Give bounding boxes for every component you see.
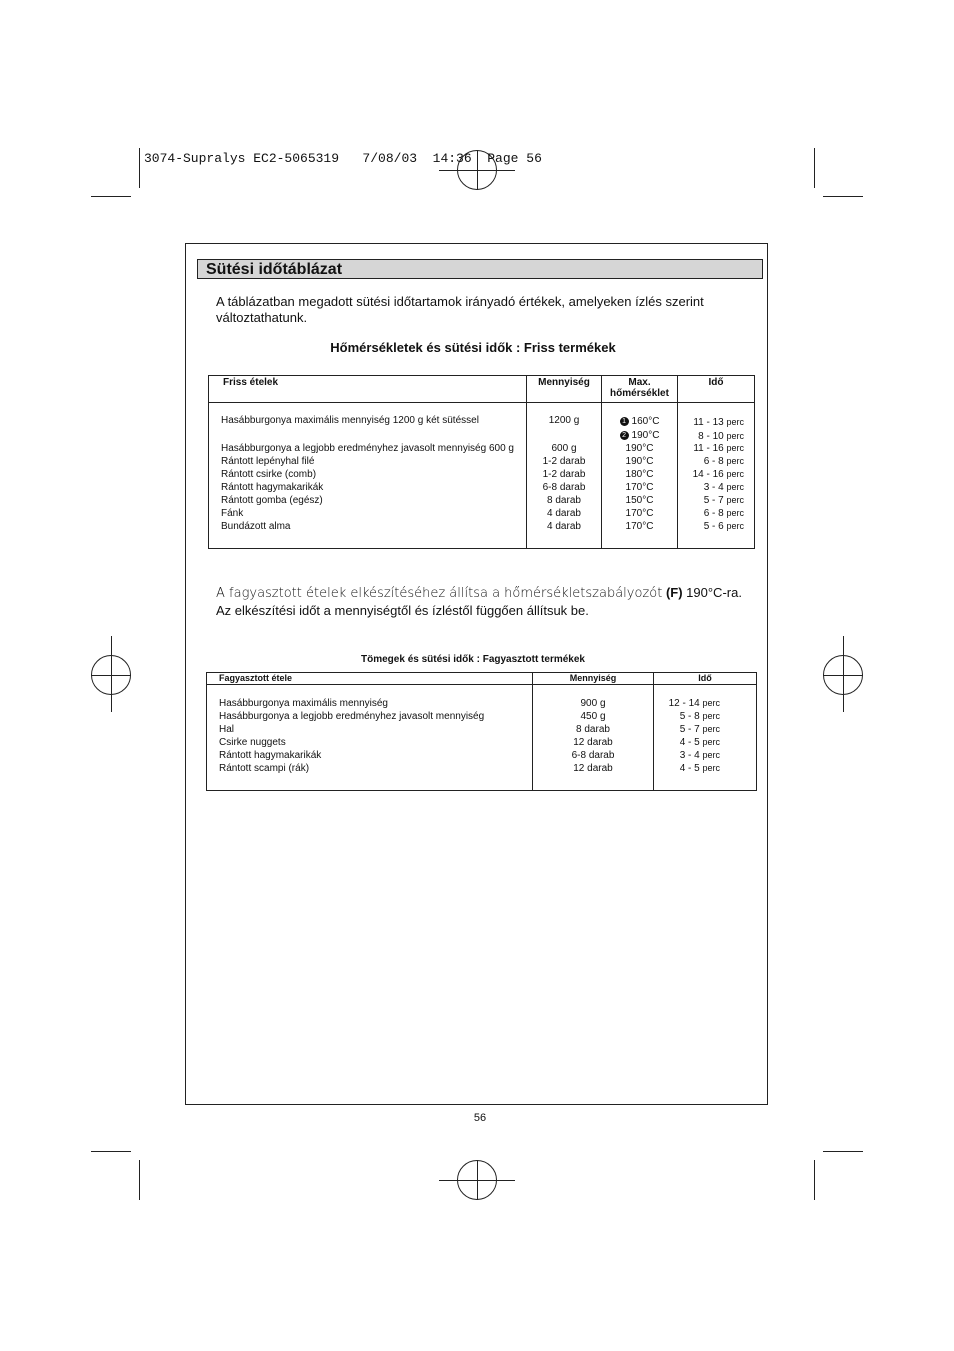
table-cell: 12 darab — [573, 737, 613, 748]
col-header-time: Idő — [654, 673, 757, 685]
col-header-qty: Mennyiség — [527, 376, 602, 403]
col-header-time: Idő — [678, 376, 755, 403]
step-two-icon: 2 — [620, 431, 629, 440]
table-cell: 8 - 10 perc — [698, 431, 744, 442]
table-header-row — [209, 376, 755, 403]
table-cell: 150°C — [625, 495, 654, 506]
qty-column — [533, 685, 654, 791]
table-cell: 180°C — [625, 469, 654, 480]
col-header-temp: Max. hőmérséklet — [602, 376, 678, 403]
table-cell: Csirke nuggets — [219, 737, 286, 748]
crop-mark — [823, 1151, 863, 1152]
table-cell: 190°C — [625, 456, 654, 467]
table-cell: 1-2 darab — [542, 456, 586, 467]
table-cell: Hasábburgonya a legjobb eredményhez javasolt mennyiség 600 g — [221, 443, 514, 454]
table-body — [209, 403, 755, 549]
table-cell: 4 - 5 perc — [679, 737, 720, 748]
food-column — [207, 685, 533, 791]
section-title-bar — [197, 259, 763, 279]
col-header-qty: Mennyiség — [533, 673, 654, 685]
crop-mark — [91, 1151, 131, 1152]
table-cell: Hasábburgonya maximális mennyiség 1200 g két sütéssel — [221, 415, 479, 426]
food-column — [209, 403, 527, 549]
registration-crosshair — [843, 636, 844, 712]
thermostat-setting-label: (F) — [665, 585, 683, 600]
fresh-table-heading: Hőmérsékletek és sütési idők : Friss termékek — [330, 340, 616, 355]
table-cell: 6 - 8 perc — [703, 508, 744, 519]
table-cell: Rántott scampi (rák) — [219, 763, 310, 774]
frozen-products-table — [206, 672, 757, 791]
table-cell: 4 darab — [547, 521, 581, 532]
table-cell: 5 - 7 perc — [679, 724, 720, 735]
qty-column — [527, 403, 602, 549]
table-cell: Rántott hagymakarikák — [221, 482, 324, 493]
col-header-food: Friss ételek — [209, 376, 527, 403]
table-cell: 3 - 4 perc — [703, 482, 744, 493]
crop-mark — [91, 196, 131, 197]
table-cell: 8 darab — [576, 724, 610, 735]
table-cell: 14 - 16 perc — [692, 469, 744, 480]
table-cell: 6-8 darab — [542, 482, 586, 493]
temp-column — [602, 403, 678, 549]
table-cell: Rántott csirke (comb) — [221, 469, 317, 480]
page-title: Sütési időtáblázat — [206, 261, 343, 278]
table-cell: 2 190°C — [602, 430, 677, 442]
table-cell: Rántott hagymakarikák — [219, 750, 322, 761]
table-cell: 1 160°C — [602, 414, 677, 430]
table-cell: 5 - 6 perc — [703, 521, 744, 532]
table-cell: 4 darab — [547, 508, 581, 519]
crop-mark — [823, 196, 863, 197]
frozen-table-heading: Tömegek és sütési idők : Fagyasztott termékek — [361, 654, 585, 665]
table-cell: Bundázott alma — [221, 521, 291, 532]
step-one-icon: 1 — [620, 417, 629, 426]
crop-mark — [139, 148, 140, 188]
table-cell: 170°C — [625, 508, 654, 519]
page-number: 56 — [473, 1112, 487, 1124]
table-cell: 4 - 5 perc — [679, 763, 720, 774]
table-cell: 900 g — [580, 698, 606, 709]
table-cell: 8 darab — [547, 495, 581, 506]
table-cell: 6-8 darab — [571, 750, 615, 761]
frozen-instructions: A fagyasztott ételek elkészítéséhez állítsa a hőmérsékletszabályozót (F) 190°C-ra. Az elkészítési időt a mennyiségtől és ízléstől függően állítsuk be. — [216, 585, 742, 618]
table-body — [207, 685, 757, 791]
table-cell: 1-2 darab — [542, 469, 586, 480]
col-header-food: Fagyasztott étele — [207, 673, 533, 685]
table-cell: 11 - 13 perc — [693, 417, 744, 428]
table-cell: 5 - 8 perc — [679, 711, 720, 722]
crop-mark — [139, 1160, 140, 1200]
table-cell: 12 darab — [573, 763, 613, 774]
table-cell: 12 - 14 perc — [668, 698, 720, 709]
table-cell: Rántott lepényhal filé — [221, 456, 315, 467]
table-cell: Hal — [219, 724, 235, 735]
table-cell: 190°C — [625, 443, 654, 454]
crop-mark — [814, 148, 815, 188]
crop-mark — [814, 1160, 815, 1200]
time-column — [654, 685, 757, 791]
registration-crosshair — [477, 1160, 478, 1200]
table-cell: 6 - 8 perc — [703, 456, 744, 467]
print-slug: 3074-Supralys EC2-5065319 7/08/03 14:36 Page 56 — [144, 151, 542, 166]
time-column — [678, 403, 755, 549]
table-cell: 3 - 4 perc — [679, 750, 720, 761]
registration-crosshair — [111, 636, 112, 712]
intro-text: A táblázatban megadott sütési időtartamok irányadó értékek, amelyeken ízlés szerint változtathatunk. — [216, 294, 704, 325]
table-cell: 170°C — [625, 482, 654, 493]
table-cell: Hasábburgonya a legjobb eredményhez javasolt mennyiség — [219, 711, 485, 722]
table-cell: 600 g — [551, 443, 577, 454]
table-cell: Rántott gomba (egész) — [221, 495, 323, 506]
table-cell: 5 - 7 perc — [703, 495, 744, 506]
table-header-row — [207, 673, 757, 685]
table-cell: 1200 g — [548, 415, 580, 426]
fresh-products-table — [208, 375, 755, 549]
table-cell: Hasábburgonya maximális mennyiség — [219, 698, 388, 709]
table-cell: 450 g — [580, 711, 606, 722]
table-cell: 11 - 16 perc — [693, 443, 744, 454]
table-cell: Fánk — [221, 508, 244, 519]
table-cell: 170°C — [625, 521, 654, 532]
